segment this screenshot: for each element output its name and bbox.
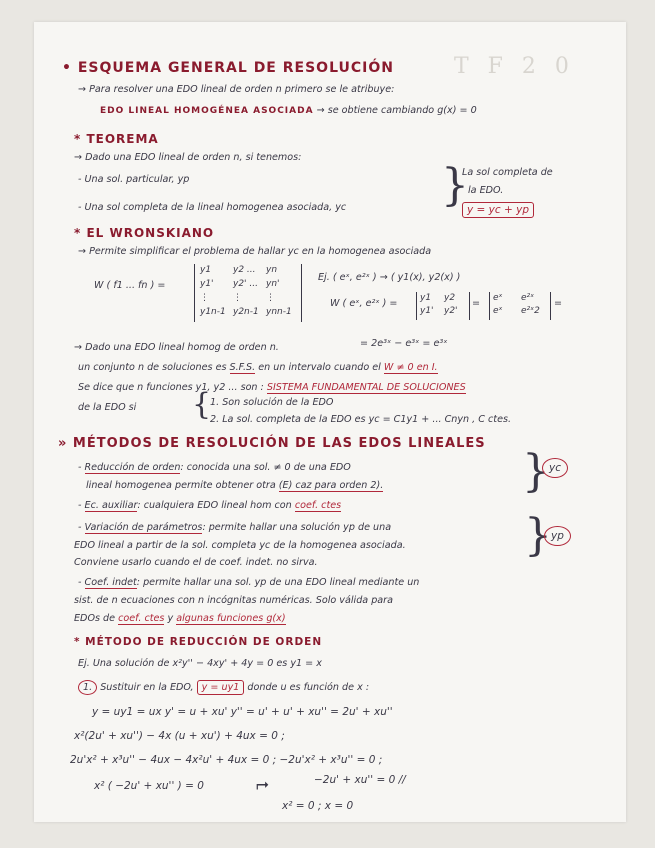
method-4-red-2: algunas funciones g(x) <box>176 613 286 624</box>
method-3-line-2: EDO lineal a partir de la sol. completa yc de la homogenea asociada. <box>74 540 406 551</box>
reduccion-line-5: x² = 0 ; x = 0 <box>282 800 354 812</box>
substitution-box: y = uy1 <box>197 680 245 695</box>
method-1-name: Reducción de orden <box>84 462 181 473</box>
yc-circle <box>542 462 568 474</box>
step-1-text-2: donde u es función de x : <box>247 682 370 693</box>
example-matrix-2-cell: e²ˣ <box>521 293 535 303</box>
methods-brace-2: } <box>524 510 552 561</box>
reduccion-line-1: y = uy1 = ux y' = u + xu' y'' = u' + u' + xu'' = 2u' + xu'' <box>92 706 393 718</box>
teorema-result <box>462 204 534 216</box>
methods-brace-1: } <box>522 446 550 497</box>
reduccion-heading: * MÉTODO DE REDUCCIÓN DE ORDEN <box>74 636 323 648</box>
branch-arrow: ⮣ <box>256 774 269 793</box>
method-4-text-3a: EDOs de <box>74 613 116 624</box>
solution-box: y = yc + yp <box>462 202 534 218</box>
wronskian-matrix-cell: y2n-1 <box>233 307 259 317</box>
intro-line-2-rest: → se obtiene cambiando g(x) = 0 <box>316 105 477 116</box>
teorema-brace-text-2: la EDO. <box>468 185 504 196</box>
step-1-number: 1. <box>78 680 97 695</box>
reduccion-line-4b: −2u' + xu'' = 0 // <box>314 774 406 786</box>
wronskian-matrix-cell: ⋮ <box>200 293 209 303</box>
wronskian-matrix-cell: y1 <box>200 265 212 275</box>
method-4-text: : permite hallar una sol. yp de una EDO lineal mediante un <box>136 577 420 588</box>
equals-sign-2: = <box>554 298 563 309</box>
condition-1: 1. Son solución de la EDO <box>210 397 334 408</box>
example-matrix-2-cell: eˣ <box>493 293 503 303</box>
w2-label: W ( eˣ, e²ˣ ) = <box>330 298 398 309</box>
condition-2: 2. La sol. completa de la EDO es yc = C1y1 + ... Cnyn , C ctes. <box>210 414 512 425</box>
wronskiano-result: = 2e³ˣ − e³ˣ = e³ˣ <box>360 338 448 349</box>
reduccion-step-1 <box>78 682 369 693</box>
wronskian-matrix-cell: ⋮ <box>233 293 242 303</box>
notebook-page <box>34 22 626 822</box>
reduccion-line-2: x²(2u' + xu'') − 4x (u + xu') + 4ux = 0 ; <box>74 730 285 742</box>
bleed-through-text: T F 2 0 <box>454 54 575 79</box>
w-label: W ( f1 ... fn ) = <box>94 280 166 291</box>
method-4-red-1: coef. ctes <box>118 613 165 624</box>
method-1-text: : conocida una sol. ≠ 0 de una EDO <box>180 462 351 473</box>
line-3a: un conjunto n de soluciones es <box>78 362 227 373</box>
method-1-line-2 <box>86 480 383 491</box>
reduccion-line-4: x² ( −2u' + xu'' ) = 0 <box>94 780 204 792</box>
method-2-name: Ec. auxiliar <box>84 500 138 511</box>
wronskian-matrix-cell: ⋮ <box>266 293 275 303</box>
w-nonzero: W ≠ 0 en I. <box>383 362 438 373</box>
teorema-heading: * TEOREMA <box>74 132 159 146</box>
reduccion-example: Ej. Una solución de x²y'' − 4xy' + 4y = 0 es y1 = x <box>78 658 322 669</box>
method-1-text-2a: lineal homogenea permite obtener otra <box>86 480 276 491</box>
yp-circle <box>544 530 571 542</box>
yp-circle-label: yp <box>544 526 571 546</box>
method-2-red: coef. ctes <box>294 500 342 511</box>
wronskian-matrix-cell: y1' <box>200 279 214 289</box>
metodos-heading: » MÉTODOS DE RESOLUCIÓN DE LAS EDOS LINEALES <box>58 436 486 451</box>
wronskian-matrix-cell: ynn-1 <box>266 307 292 317</box>
example-matrix-1-cell: y1 <box>420 293 432 303</box>
method-4-line-3 <box>74 613 286 624</box>
method-3-text: : permite hallar una solución yp de una <box>202 522 392 533</box>
teorema-brace: } <box>441 160 469 211</box>
method-4-line-2: sist. de n ecuaciones con n incógnitas numéricas. Solo válida para <box>74 595 394 606</box>
wronskian-matrix-cell: y2' ... <box>233 279 258 289</box>
line-4a: Se dice que n funciones y1, y2 ... son : <box>78 382 264 393</box>
wronskian-matrix-cell: yn <box>266 265 278 275</box>
method-1-text-2b: (E) caz para orden 2). <box>278 480 384 491</box>
method-3: - Variación de parámetros: permite hallar una solución yp de una <box>78 522 392 533</box>
yc-circle-label: yc <box>542 458 568 478</box>
line-3b: en un intervalo cuando el <box>258 362 381 373</box>
wronskiano-line-2: → Dado una EDO lineal homog de orden n. <box>74 342 279 353</box>
teorema-item-1: - Una sol. particular, yp <box>78 174 190 185</box>
wronskian-matrix-cell: yn' <box>266 279 280 289</box>
intro-line-2 <box>100 105 477 116</box>
method-3-line-3: Conviene usarlo cuando el de coef. indet. no sirva. <box>74 557 318 568</box>
page-title: • ESQUEMA GENERAL DE RESOLUCIÓN <box>62 60 394 76</box>
method-4-text-3b: y <box>167 613 174 624</box>
example-matrix-1-cell: y2 <box>444 293 456 303</box>
equals-sign: = <box>472 298 481 309</box>
wronskiano-line-5: de la EDO si <box>78 402 137 413</box>
homogenea-asociada-term: EDO LINEAL HOMOGÉNEA ASOCIADA <box>100 106 314 116</box>
wronskiano-example: Ej. ( eˣ, e²ˣ ) → ( y1(x), y2(x) ) <box>318 272 461 283</box>
conditions-brace: { <box>192 387 212 422</box>
example-matrix-2-cell: e²ˣ2 <box>521 306 540 316</box>
wronskiano-line-4 <box>78 382 466 393</box>
reduccion-line-3: 2u'x² + x³u'' − 4ux − 4x²u' + 4ux = 0 ; −2u'x² + x³u'' = 0 ; <box>70 754 383 766</box>
sfs-term: S.F.S. <box>229 362 256 373</box>
method-1: - Reducción de orden: conocida una sol. ≠ 0 de una EDO <box>78 462 351 473</box>
teorema-line-1: → Dado una EDO lineal de orden n, si tenemos: <box>74 152 302 163</box>
example-matrix-2-cell: eˣ <box>493 306 503 316</box>
wronskiano-line-1: → Permite simplificar el problema de hallar yc en la homogenea asociada <box>78 246 432 257</box>
wronskiano-line-3 <box>78 362 438 373</box>
wronskian-matrix-cell: y1n-1 <box>200 307 226 317</box>
example-matrix-1-cell: y1' <box>420 306 434 316</box>
wronskian-matrix-cell: y2 ... <box>233 265 256 275</box>
method-4: - Coef. indet: permite hallar una sol. yp de una EDO lineal mediante un <box>78 577 420 588</box>
method-2: - Ec. auxiliar: cualquiera EDO lineal hom con coef. ctes <box>78 500 342 511</box>
method-2-text: : cualquiera EDO lineal hom con <box>137 500 292 511</box>
method-3-name: Variación de parámetros <box>84 522 203 533</box>
wronskiano-heading: * EL WRONSKIANO <box>74 226 215 240</box>
sfs-full-term: SISTEMA FUNDAMENTAL DE SOLUCIONES <box>266 382 466 393</box>
example-matrix-1-cell: y2' <box>444 306 458 316</box>
teorema-item-2: - Una sol completa de la lineal homogenea asociada, yc <box>78 202 347 213</box>
method-4-name: Coef. indet <box>84 577 137 588</box>
step-1-text: Sustituir en la EDO, <box>100 682 194 693</box>
teorema-brace-text-1: La sol completa de <box>462 167 553 178</box>
intro-line-1: → Para resolver una EDO lineal de orden n primero se le atribuye: <box>78 84 395 95</box>
